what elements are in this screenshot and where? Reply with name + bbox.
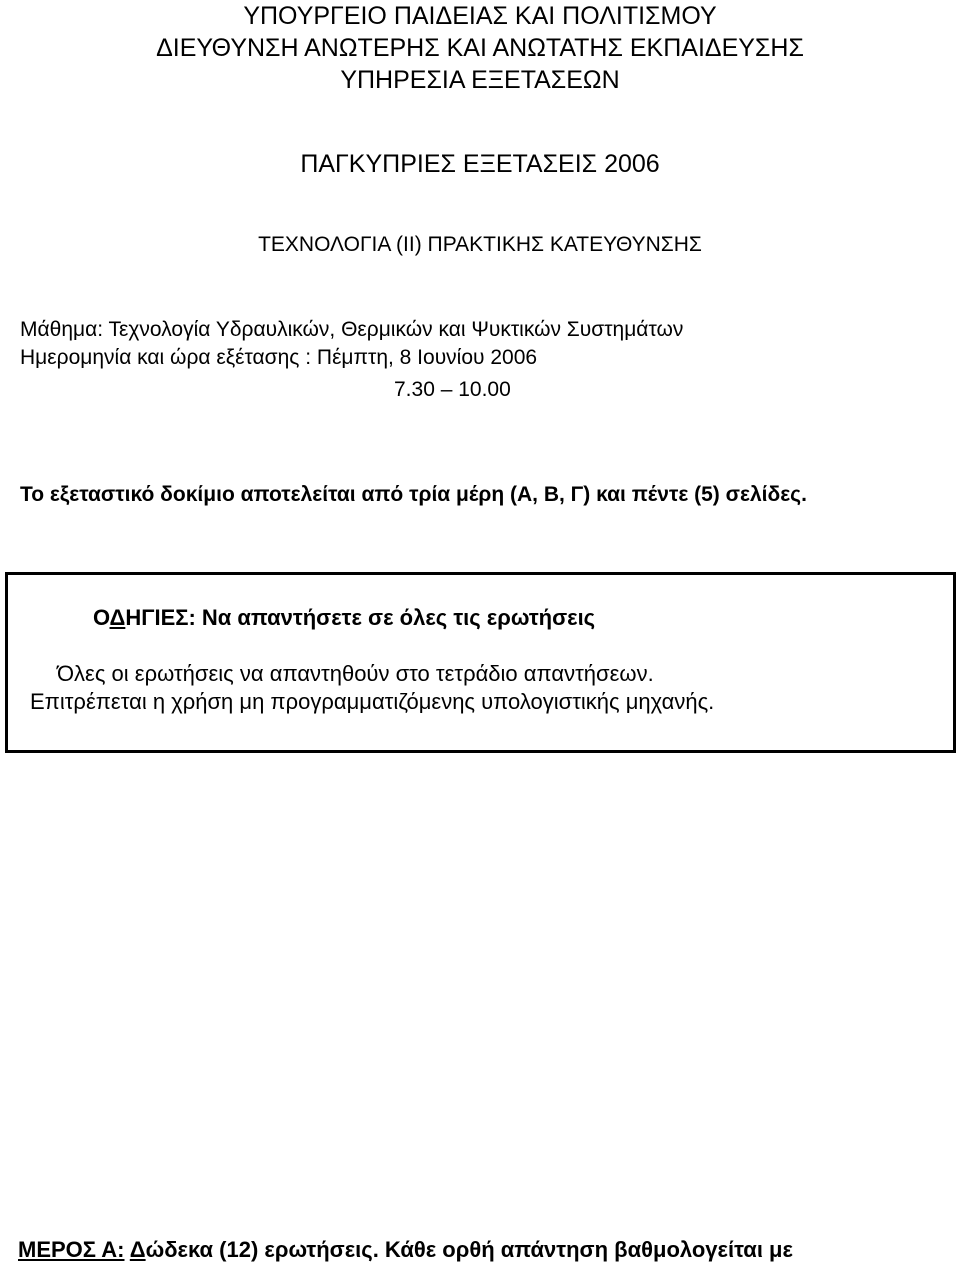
instructions-heading-underlined: Δ bbox=[109, 605, 126, 630]
part-a-text: ώδεκα (12) ερωτήσεις. Κάθε ορθή απάντηση βαθμολογείται με bbox=[145, 1237, 793, 1262]
parts-note: Το εξεταστικό δοκίμιο αποτελείται από τρία μέρη (Α, Β, Γ) και πέντε (5) σελίδες. bbox=[20, 483, 807, 506]
part-a-heading bbox=[18, 1237, 793, 1263]
instructions-box bbox=[5, 572, 956, 753]
instructions-line-1: Όλες οι ερωτήσεις να απαντηθούν στο τετράδιο απαντήσεων. bbox=[57, 661, 654, 686]
exam-date-line: Ημερομηνία και ώρα εξέτασης : Πέμπτη, 8 Ιουνίου 2006 bbox=[20, 346, 538, 369]
part-a-first-letter: Δ bbox=[129, 1237, 146, 1262]
course-title: ΤΕΧΝΟΛΟΓΙΑ (ΙΙ) ΠΡΑΚΤΙΚΗΣ ΚΑΤΕΥΘΥΝΣΗΣ bbox=[258, 233, 702, 256]
subject-line: Μάθημα: Τεχνολογία Υδραυλικών, Θερμικών και Ψυκτικών Συστημάτων bbox=[20, 318, 684, 341]
instructions-heading bbox=[93, 605, 595, 631]
exam-time-line: 7.30 – 10.00 bbox=[394, 378, 511, 401]
directorate-heading: ΔΙΕΥΘΥΝΣΗ ΑΝΩΤΕΡΗΣ ΚΑΙ ΑΝΩΤΑΤΗΣ ΕΚΠΑΙΔΕΥΣΗΣ bbox=[156, 34, 804, 62]
instructions-line-2: Επιτρέπεται η χρήση μη προγραμματιζόμενης υπολογιστικής μηχανής. bbox=[30, 689, 715, 714]
instructions-heading-prefix: Ο bbox=[93, 605, 110, 630]
instructions-heading-rest: ΗΓΙΕΣ: Να απαντήσετε σε όλες τις ερωτήσεις bbox=[125, 605, 596, 630]
exams-title: ΠΑΓΚΥΠΡΙΕΣ ΕΞΕΤΑΣΕΙΣ 2006 bbox=[300, 150, 660, 178]
ministry-heading: ΥΠΟΥΡΓΕΙΟ ΠΑΙΔΕΙΑΣ ΚΑΙ ΠΟΛΙΤΙΣΜΟΥ bbox=[243, 2, 717, 30]
service-heading: ΥΠΗΡΕΣΙΑ ΕΞΕΤΑΣΕΩΝ bbox=[340, 66, 620, 94]
part-a-label: ΜΕΡΟΣ Α: bbox=[18, 1237, 125, 1262]
